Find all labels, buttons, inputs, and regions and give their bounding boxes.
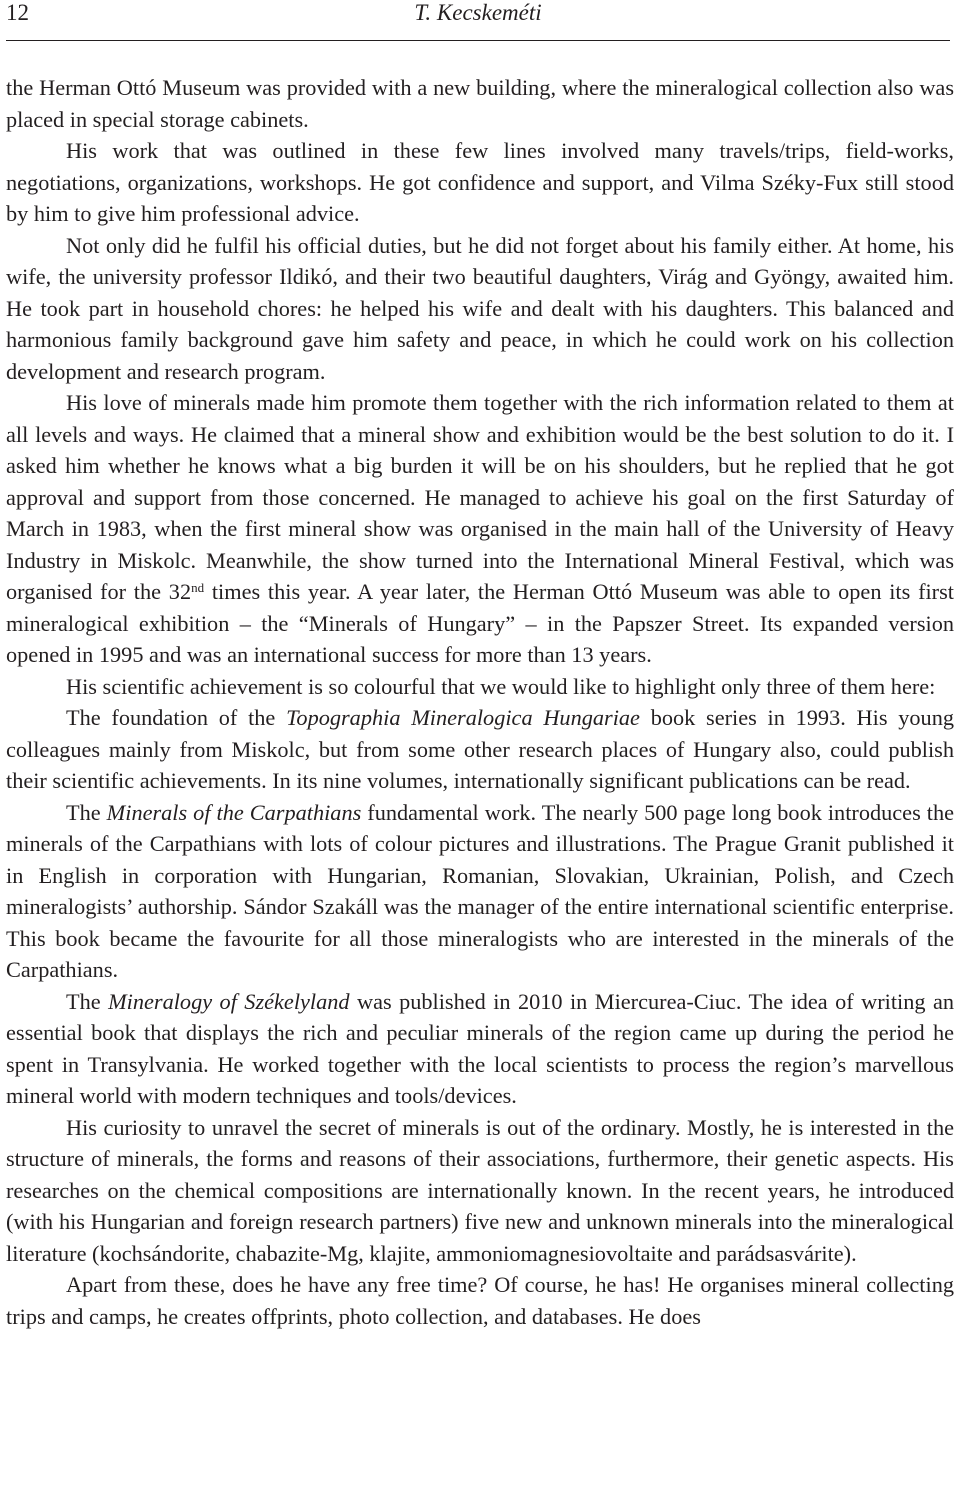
page-header: [6, 0, 950, 41]
paragraph-8: [6, 986, 954, 1112]
paragraph-6-part-a: The foundation of the: [66, 705, 287, 730]
book-title-carpathians: Minerals of the Carpathians: [106, 799, 362, 825]
paragraph-10: Apart from these, does he have any free time? Of course, he has! He organises mineral collecting trips and camps, he creates offprints, photo collection, and databases. He does: [6, 1272, 954, 1329]
paragraph-7: [6, 797, 954, 986]
paragraph-6-part-b: book series in 1993. His young colleagues mainly from Miskolc, but from some other research places of Hungary also, could publish their scientific achievements. In its nine volumes, internationally significant publications can be read.: [6, 705, 954, 793]
paragraph-7-part-b: fundamental work. The nearly 500 page long book introduces the minerals of the Carpathians with lots of colour pictures and illustrations. The Prague Granit published it in English in corporation with Hungarian, Romanian, Slovakian, Ukrainian, Polish, and Czech mineralogists’ authorship. Sándor Szakáll was the manager of the entire international scientific enterprise. This book became the favourite for all those mineralogists who are interested in the minerals of the Carpathians.: [6, 799, 954, 982]
book-title-topographia: Topographia Mineralogica Hungariae: [286, 705, 640, 730]
paragraph-4-part-a: His love of minerals made him promote them together with the rich information related to them at all levels and ways. He claimed that a mineral show and exhibition would be the best solution to do it. I asked him whether he knows what a big burden it will be on his shoulders, but he replied that he got approval and support from those concerned. He managed to achieve his goal on the first Saturday of March in 1983, when the first mineral show was organised in the main hall of the University of Heavy Industry in Miskolc. Meanwhile, the show turned into the International Mineral Festival, which was organised for the 32: [6, 390, 954, 604]
running-head: T. Kecskeméti: [414, 0, 542, 25]
paragraph-9: His curiosity to unravel the secret of minerals is out of the ordinary. Mostly, he is interested in the structure of minerals, the forms and reasons of their associations, furthermore, their genetic aspects. His researches on the chemical compositions are internationally known. In the recent years, he introduced (with his Hungarian and foreign research partners) five new and unknown minerals into the mineralogical literature (kochsándorite, chabazite-Mg, klajite, ammoniomagnesiovoltaite and parádsasvárite).: [6, 1114, 954, 1266]
paragraph-4-part-b: times this year. A year later, the Herman Ottó Museum was able to open its first mineralogical exhibition – the “Minerals of Hungary” – in the Papszer Street. Its expanded version opened in 1995 and was an international success for more than 13 years.: [6, 579, 954, 667]
paragraph-3: Not only did he fulfil his official duties, but he did not forget about his family either. At home, his wife, the university professor Ildikó, and their two beautiful daughters, Virág and Gyöngy, awaited him. He took part in household chores: he helped his wife and dealt with his daughters. This balanced and harmonious family background gave him safety and peace, in which he could work on his collection development and research program.: [6, 232, 954, 384]
paragraph-4: [6, 387, 954, 671]
ordinal-superscript: nd: [191, 580, 205, 595]
paragraph-8-part-b: was published in 2010 in Miercurea-Ciuc. The idea of writing an essential book that displays the rich and peculiar minerals of the region came up during the period he spent in Transylvania. He worked together with the local scientists to process the region’s marvellous mineral world with modern techniques and tools/devices.: [6, 988, 954, 1108]
paragraph-5: His scientific achievement is so colourful that we would like to highlight only three of them here:: [66, 673, 936, 699]
paragraph-1: the Herman Ottó Museum was provided with a new building, where the mineralogical collection also was placed in special storage cabinets.: [6, 75, 954, 132]
paragraph-2: His work that was outlined in these few lines involved many travels/trips, field-works, negotiations, organizations, workshops. He got confidence and support, and Vilma Széky-Fux still stood by him to give him professional advice.: [6, 138, 954, 226]
book-title-szekelyland: Mineralogy of Székelyland: [108, 988, 350, 1014]
body-text: [6, 72, 954, 1332]
paragraph-8-part-a: The: [66, 988, 109, 1014]
paragraph-6: [6, 702, 954, 797]
paragraph-7-part-a: The: [66, 799, 107, 825]
page-number: 12: [6, 0, 29, 25]
